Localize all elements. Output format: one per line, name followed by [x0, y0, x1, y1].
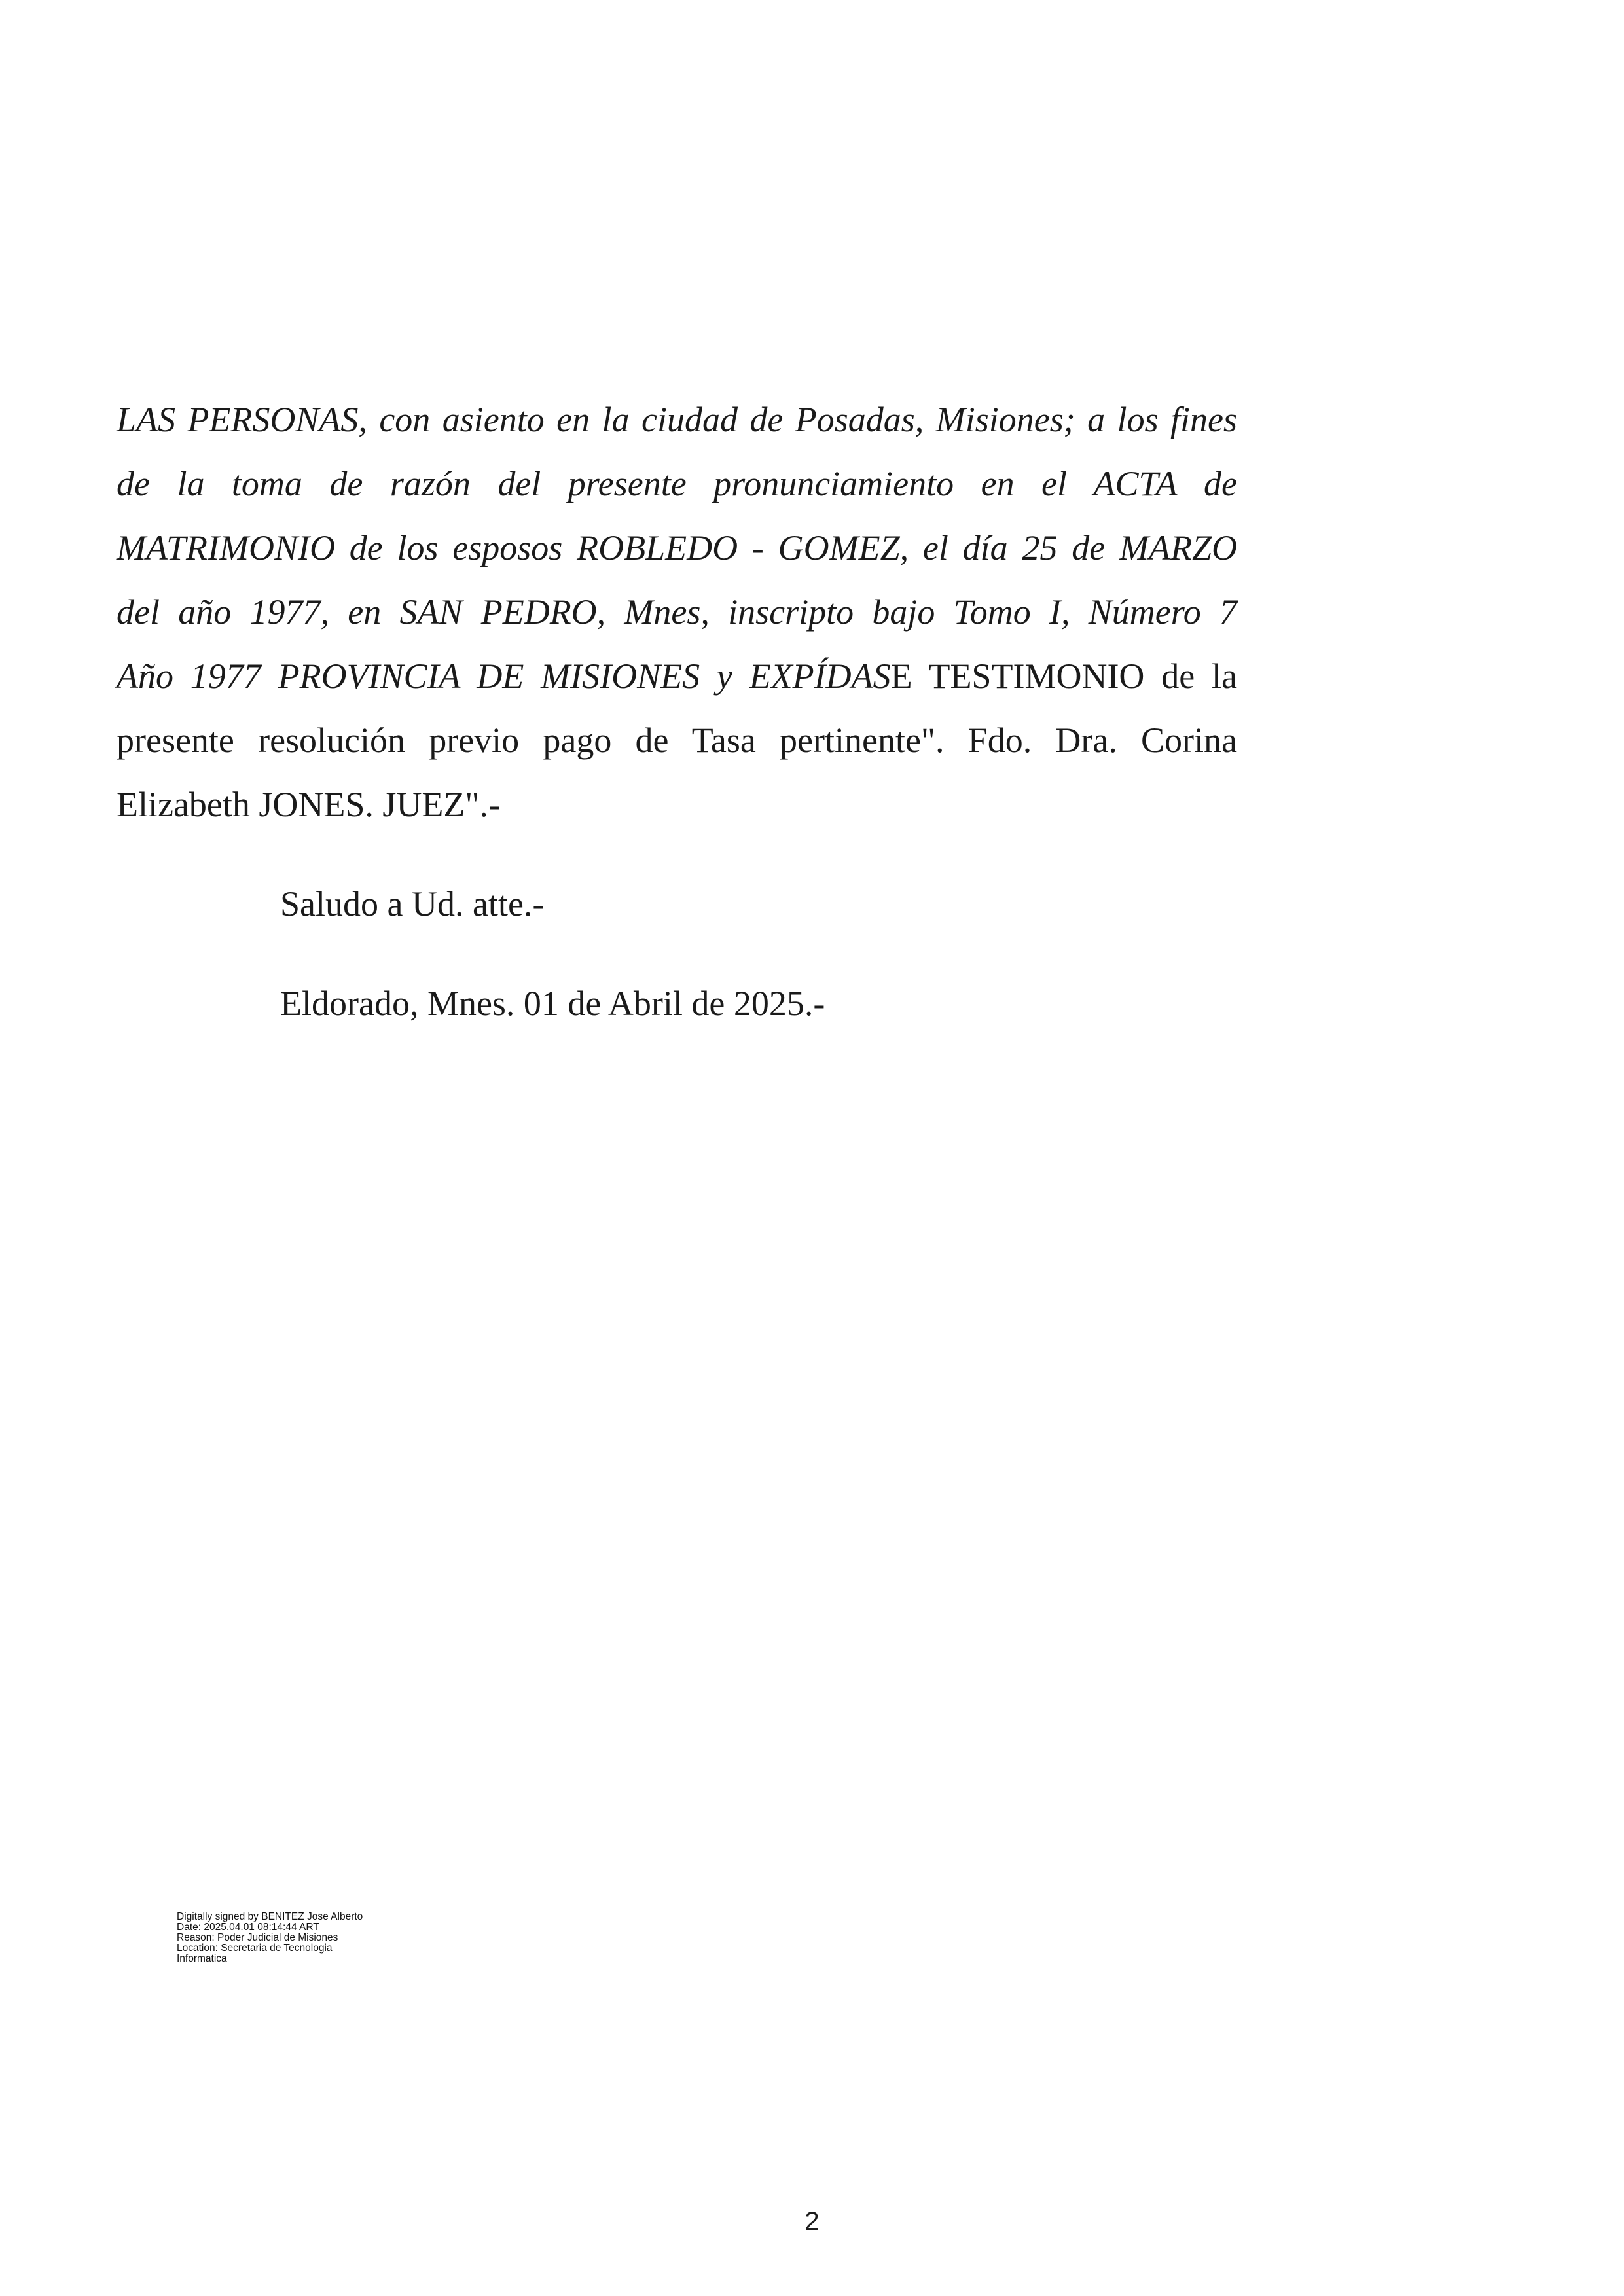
signature-location-cont: Informatica: [177, 1953, 227, 1964]
signature-signed-by: Digitally signed by BENITEZ Jose Alberto: [177, 1911, 363, 1922]
closing-place-date: Eldorado, Mnes. 01 de Abril de 2025.-: [280, 984, 825, 1023]
paragraph-line-5-italic: Año 1977 PROVINCIA DE MISIONES y EXPÍDAS: [117, 656, 891, 696]
paragraph-line-6: presente resolución previo pago de Tasa pertinente". Fdo. Dra. Corina: [117, 721, 1237, 760]
digital-signature-block: [177, 1912, 363, 1964]
signature-reason: Reason: Poder Judicial de Misiones: [177, 1932, 338, 1943]
signature-location: Location: Secretaria de Tecnologia: [177, 1943, 333, 1954]
paragraph-line-7: Elizabeth JONES. JUEZ".-: [117, 785, 500, 824]
paragraph-line-4: del año 1977, en SAN PEDRO, Mnes, inscripto bajo Tomo I, Número 7: [117, 592, 1237, 632]
paragraph-line-5: [117, 655, 1237, 698]
paragraph-line-5-roman: E TESTIMONIO de la: [890, 656, 1237, 696]
paragraph-line-1: LAS PERSONAS, con asiento en la ciudad de Posadas, Misiones; a los fines: [117, 400, 1237, 439]
paragraph-line-2: de la toma de razón del presente pronunciamiento en el ACTA de: [117, 464, 1237, 503]
paragraph-line-3: MATRIMONIO de los esposos ROBLEDO - GOMEZ, el día 25 de MARZO: [117, 528, 1237, 567]
page-number: 2: [804, 2207, 820, 2236]
closing-greeting: Saludo a Ud. atte.-: [280, 884, 545, 924]
signature-date: Date: 2025.04.01 08:14:44 ART: [177, 1922, 319, 1933]
